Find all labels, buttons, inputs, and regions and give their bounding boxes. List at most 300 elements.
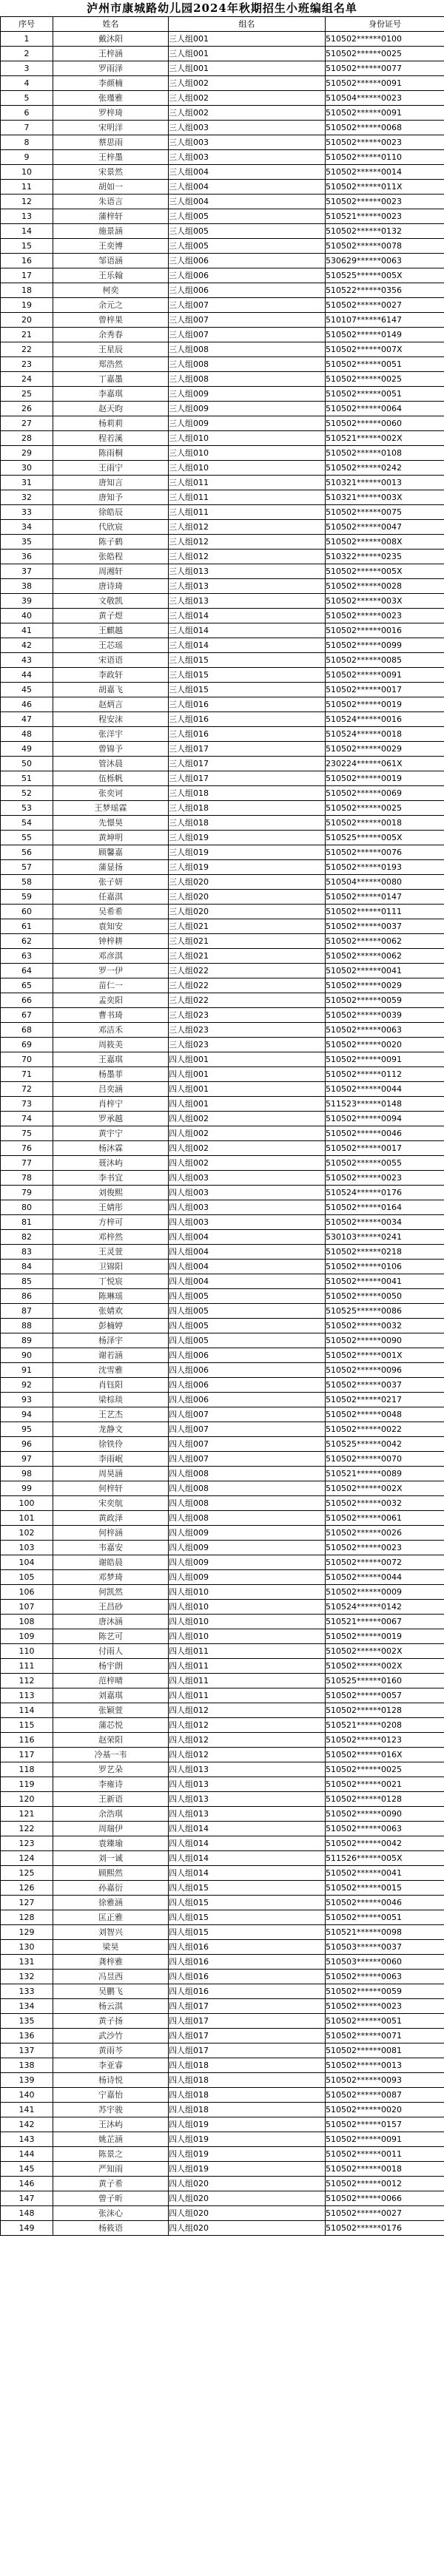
group-cell: 四人组009: [169, 1541, 326, 1555]
seq-cell: 119: [1, 1777, 53, 1792]
name-cell: 黄子煜: [53, 609, 169, 623]
id-number-cell: 510502******0029: [326, 978, 444, 993]
table-row: [1, 535, 444, 550]
name-cell: 程安沫: [53, 712, 169, 727]
seq-cell: 49: [1, 742, 53, 757]
table-row: [1, 1038, 444, 1052]
seq-cell: 50: [1, 757, 53, 771]
table-row: [1, 1851, 444, 1866]
name-cell: 任嘉淇: [53, 890, 169, 905]
name-cell: 程若溪: [53, 431, 169, 446]
id-number-cell: 510502******0044: [326, 1082, 444, 1097]
name-cell: 张奕诃: [53, 786, 169, 801]
seq-cell: 137: [1, 2043, 53, 2058]
name-cell: 杨宇朗: [53, 1659, 169, 1674]
seq-cell: 121: [1, 1807, 53, 1822]
id-number-cell: 510502******0041: [326, 1866, 444, 1881]
seq-cell: 90: [1, 1348, 53, 1363]
group-cell: 四人组017: [169, 1999, 326, 2014]
seq-cell: 126: [1, 1881, 53, 1896]
id-number-cell: 510502******0063: [326, 1822, 444, 1836]
id-number-cell: 510524******0016: [326, 712, 444, 727]
table-row: [1, 1023, 444, 1038]
table-row: [1, 771, 444, 786]
group-cell: 四人组020: [169, 2206, 326, 2221]
name-cell: 龚梓雅: [53, 1955, 169, 1970]
id-number-cell: 510502******0018: [326, 2162, 444, 2177]
table-row: [1, 757, 444, 771]
name-cell: 施景涵: [53, 224, 169, 239]
table-row: [1, 1467, 444, 1481]
group-cell: 四人组004: [169, 1230, 326, 1245]
seq-cell: 113: [1, 1688, 53, 1703]
group-cell: 三人组004: [169, 180, 326, 195]
table-row: [1, 742, 444, 757]
table-row: [1, 860, 444, 875]
id-number-cell: 510502******0012: [326, 2177, 444, 2191]
seq-cell: 109: [1, 1629, 53, 1644]
seq-cell: 107: [1, 1600, 53, 1615]
table-row: [1, 1393, 444, 1407]
group-cell: 三人组005: [169, 224, 326, 239]
seq-cell: 65: [1, 978, 53, 993]
seq-cell: 73: [1, 1097, 53, 1112]
table-row: [1, 1822, 444, 1836]
id-number-cell: 510502******0060: [326, 416, 444, 431]
group-cell: 四人组004: [169, 1245, 326, 1260]
group-cell: 三人组010: [169, 461, 326, 476]
table-row: [1, 949, 444, 964]
name-cell: 李雨岷: [53, 1452, 169, 1467]
id-number-cell: 510502******0242: [326, 461, 444, 476]
table-row: [1, 135, 444, 150]
group-cell: 三人组018: [169, 816, 326, 831]
table-row: [1, 2117, 444, 2132]
group-cell: 三人组021: [169, 949, 326, 964]
group-cell: 四人组005: [169, 1319, 326, 1333]
seq-cell: 41: [1, 623, 53, 638]
seq-cell: 59: [1, 890, 53, 905]
name-cell: 王芯瑶: [53, 638, 169, 653]
id-number-cell: 510504******0080: [326, 875, 444, 890]
seq-cell: 133: [1, 1984, 53, 1999]
name-cell: 赵天昀: [53, 402, 169, 416]
name-cell: 徐铁伶: [53, 1437, 169, 1452]
group-cell: 四人组004: [169, 1260, 326, 1274]
name-cell: 梁昊: [53, 1940, 169, 1955]
group-cell: 四人组014: [169, 1851, 326, 1866]
seq-cell: 105: [1, 1570, 53, 1585]
seq-cell: 51: [1, 771, 53, 786]
group-cell: 三人组005: [169, 239, 326, 254]
id-number-cell: 510502******0019: [326, 1629, 444, 1644]
table-row: [1, 520, 444, 535]
id-number-cell: 510502******0027: [326, 2206, 444, 2221]
id-number-cell: 510502******0050: [326, 1289, 444, 1304]
name-cell: 钟梓耕: [53, 934, 169, 949]
name-cell: 彭楠婷: [53, 1319, 169, 1333]
table-row: [1, 594, 444, 609]
seq-cell: 100: [1, 1496, 53, 1511]
seq-cell: 3: [1, 61, 53, 76]
name-cell: 罗一伊: [53, 964, 169, 978]
table-row: [1, 579, 444, 594]
name-cell: 杨沐霖: [53, 1141, 169, 1156]
group-cell: 四人组007: [169, 1422, 326, 1437]
group-cell: 四人组008: [169, 1496, 326, 1511]
seq-cell: 1: [1, 32, 53, 47]
seq-cell: 68: [1, 1023, 53, 1038]
table-row: [1, 1437, 444, 1452]
group-cell: 四人组006: [169, 1363, 326, 1378]
seq-cell: 69: [1, 1038, 53, 1052]
group-cell: 四人组008: [169, 1481, 326, 1496]
table-row: [1, 313, 444, 328]
name-cell: 袁知安: [53, 919, 169, 934]
seq-cell: 2: [1, 47, 53, 61]
id-number-cell: 510502******0018: [326, 816, 444, 831]
id-number-cell: 510502******0085: [326, 653, 444, 668]
id-number-cell: 510502******0176: [326, 2221, 444, 2236]
name-cell: 谢皓晨: [53, 1555, 169, 1570]
group-cell: 四人组012: [169, 1718, 326, 1733]
table-row: [1, 2206, 444, 2221]
id-number-cell: 530629******0063: [326, 254, 444, 268]
seq-cell: 98: [1, 1467, 53, 1481]
seq-cell: 125: [1, 1866, 53, 1881]
name-cell: 曾锦予: [53, 742, 169, 757]
seq-cell: 19: [1, 298, 53, 313]
name-cell: 王沐屿: [53, 2117, 169, 2132]
table-row: [1, 1274, 444, 1289]
name-cell: 蒲梓轩: [53, 209, 169, 224]
name-cell: 邓梦琦: [53, 1570, 169, 1585]
seq-cell: 25: [1, 387, 53, 402]
id-number-cell: 510502******0051: [326, 1910, 444, 1925]
id-number-cell: 510502******0022: [326, 1422, 444, 1437]
group-cell: 四人组011: [169, 1659, 326, 1674]
group-cell: 三人组020: [169, 875, 326, 890]
name-cell: 王婧彤: [53, 1200, 169, 1215]
id-number-cell: 510502******0047: [326, 520, 444, 535]
group-cell: 四人组014: [169, 1822, 326, 1836]
id-number-cell: 510502******0016: [326, 623, 444, 638]
group-cell: 四人组020: [169, 2191, 326, 2206]
seq-cell: 149: [1, 2221, 53, 2236]
name-cell: 杨诗悦: [53, 2073, 169, 2088]
table-row: [1, 387, 444, 402]
name-cell: 宋明洋: [53, 121, 169, 135]
group-cell: 四人组004: [169, 1274, 326, 1289]
id-number-cell: 511523******0148: [326, 1097, 444, 1112]
group-cell: 三人组013: [169, 594, 326, 609]
seq-cell: 140: [1, 2088, 53, 2103]
seq-cell: 9: [1, 150, 53, 165]
id-number-cell: 510321******0013: [326, 476, 444, 490]
table-row: [1, 919, 444, 934]
id-number-cell: 510107******6147: [326, 313, 444, 328]
header-id-number: 身份证号: [326, 17, 444, 32]
id-number-cell: 510502******0013: [326, 2058, 444, 2073]
table-row: [1, 1215, 444, 1230]
group-cell: 三人组006: [169, 268, 326, 283]
name-cell: 唐知予: [53, 490, 169, 505]
name-cell: 王灵萱: [53, 1245, 169, 1260]
id-number-cell: 510525******0086: [326, 1304, 444, 1319]
id-number-cell: 510502******0025: [326, 801, 444, 816]
id-number-cell: 530103******0241: [326, 1230, 444, 1245]
group-cell: 四人组005: [169, 1304, 326, 1319]
name-cell: 周瑞伊: [53, 1822, 169, 1836]
name-cell: 丁嘉墨: [53, 372, 169, 387]
group-cell: 三人组014: [169, 609, 326, 623]
id-number-cell: 510502******0011: [326, 2147, 444, 2162]
id-number-cell: 510502******0112: [326, 1067, 444, 1082]
id-number-cell: 510502******0091: [326, 106, 444, 121]
name-cell: 赵炳言: [53, 697, 169, 712]
table-row: [1, 1970, 444, 1984]
table-row: [1, 550, 444, 564]
table-row: [1, 609, 444, 623]
seq-cell: 53: [1, 801, 53, 816]
table-row: [1, 1052, 444, 1067]
seq-cell: 106: [1, 1585, 53, 1600]
group-cell: 三人组020: [169, 890, 326, 905]
table-row: [1, 964, 444, 978]
group-cell: 四人组009: [169, 1526, 326, 1541]
group-cell: 三人组012: [169, 520, 326, 535]
seq-cell: 97: [1, 1452, 53, 1467]
id-number-cell: 510502******0090: [326, 1807, 444, 1822]
id-number-cell: 510502******0110: [326, 150, 444, 165]
name-cell: 余浩琪: [53, 1807, 169, 1822]
name-cell: 韦嘉安: [53, 1541, 169, 1555]
name-cell: 谢若涵: [53, 1348, 169, 1363]
id-number-cell: 510521******0067: [326, 1615, 444, 1629]
id-number-cell: 510502******0028: [326, 579, 444, 594]
seq-cell: 35: [1, 535, 53, 550]
name-cell: 唐沐涵: [53, 1615, 169, 1629]
id-number-cell: 510502******0069: [326, 786, 444, 801]
table-row: [1, 875, 444, 890]
id-number-cell: 510321******003X: [326, 490, 444, 505]
seq-cell: 120: [1, 1792, 53, 1807]
group-cell: 三人组017: [169, 757, 326, 771]
seq-cell: 110: [1, 1644, 53, 1659]
group-cell: 四人组015: [169, 1896, 326, 1910]
name-cell: 苏宇骏: [53, 2103, 169, 2117]
seq-cell: 60: [1, 905, 53, 919]
name-cell: 杨泽宇: [53, 1333, 169, 1348]
table-row: [1, 1807, 444, 1822]
id-number-cell: 510524******0018: [326, 727, 444, 742]
name-cell: 代欣宸: [53, 520, 169, 535]
group-cell: 四人组013: [169, 1807, 326, 1822]
seq-cell: 131: [1, 1955, 53, 1970]
table-row: [1, 76, 444, 91]
group-cell: 四人组018: [169, 2058, 326, 2073]
name-cell: 陈艺可: [53, 1629, 169, 1644]
table-row: [1, 1881, 444, 1896]
id-number-cell: 510521******0098: [326, 1925, 444, 1940]
id-number-cell: 510502******0123: [326, 1733, 444, 1748]
table-row: [1, 831, 444, 845]
table-row: [1, 47, 444, 61]
id-number-cell: 510502******002X: [326, 1481, 444, 1496]
group-cell: 四人组015: [169, 1910, 326, 1925]
group-cell: 四人组017: [169, 2029, 326, 2043]
table-row: [1, 1230, 444, 1245]
id-number-cell: 510504******0023: [326, 91, 444, 106]
name-cell: 袁臻瑜: [53, 1836, 169, 1851]
name-cell: 宁嘉怡: [53, 2088, 169, 2103]
group-cell: 四人组013: [169, 1777, 326, 1792]
table-row: [1, 372, 444, 387]
name-cell: 李政轩: [53, 668, 169, 683]
name-cell: 王新语: [53, 1792, 169, 1807]
seq-cell: 30: [1, 461, 53, 476]
id-number-cell: 510502******0128: [326, 1703, 444, 1718]
name-cell: 周湘轩: [53, 564, 169, 579]
name-cell: 李雍诗: [53, 1777, 169, 1792]
seq-cell: 58: [1, 875, 53, 890]
id-number-cell: 510502******0037: [326, 1378, 444, 1393]
seq-cell: 67: [1, 1008, 53, 1023]
name-cell: 刘嘉琪: [53, 1688, 169, 1703]
id-number-cell: 510322******0235: [326, 550, 444, 564]
group-cell: 四人组014: [169, 1866, 326, 1881]
table-row: [1, 1304, 444, 1319]
group-cell: 四人组018: [169, 2103, 326, 2117]
id-number-cell: 510502******0132: [326, 224, 444, 239]
seq-cell: 45: [1, 683, 53, 697]
seq-cell: 83: [1, 1245, 53, 1260]
name-cell: 吴鹏飞: [53, 1984, 169, 1999]
seq-cell: 116: [1, 1733, 53, 1748]
table-row: [1, 727, 444, 742]
id-number-cell: 510502******0100: [326, 32, 444, 47]
name-cell: 沈雪雅: [53, 1363, 169, 1378]
seq-cell: 99: [1, 1481, 53, 1496]
seq-cell: 55: [1, 831, 53, 845]
id-number-cell: 230224******061X: [326, 757, 444, 771]
group-cell: 三人组022: [169, 964, 326, 978]
id-number-cell: 510524******0176: [326, 1186, 444, 1200]
table-row: [1, 254, 444, 268]
group-cell: 四人组006: [169, 1348, 326, 1363]
group-cell: 四人组005: [169, 1333, 326, 1348]
seq-cell: 29: [1, 446, 53, 461]
seq-cell: 71: [1, 1067, 53, 1082]
group-cell: 三人组007: [169, 298, 326, 313]
name-cell: 王梦瑶霖: [53, 801, 169, 816]
id-number-cell: 510502******0061: [326, 1511, 444, 1526]
group-cell: 三人组022: [169, 993, 326, 1008]
id-number-cell: 510502******0055: [326, 1156, 444, 1171]
group-cell: 四人组001: [169, 1082, 326, 1097]
seq-cell: 92: [1, 1378, 53, 1393]
seq-cell: 78: [1, 1171, 53, 1186]
seq-cell: 16: [1, 254, 53, 268]
seq-cell: 127: [1, 1896, 53, 1910]
group-cell: 三人组021: [169, 919, 326, 934]
id-number-cell: 510502******0096: [326, 1363, 444, 1378]
id-number-cell: 510502******0087: [326, 2088, 444, 2103]
id-number-cell: 510502******0032: [326, 1319, 444, 1333]
seq-cell: 74: [1, 1112, 53, 1126]
seq-cell: 147: [1, 2191, 53, 2206]
group-cell: 四人组019: [169, 2147, 326, 2162]
id-number-cell: 511526******005X: [326, 1851, 444, 1866]
seq-cell: 85: [1, 1274, 53, 1289]
table-row: [1, 934, 444, 949]
name-cell: 张颖萱: [53, 1703, 169, 1718]
name-cell: 张沫心: [53, 2206, 169, 2221]
seq-cell: 138: [1, 2058, 53, 2073]
group-cell: 三人组023: [169, 1008, 326, 1023]
seq-cell: 20: [1, 313, 53, 328]
group-cell: 三人组002: [169, 91, 326, 106]
table-row: [1, 1363, 444, 1378]
name-cell: 李书宜: [53, 1171, 169, 1186]
name-cell: 张瑾雅: [53, 91, 169, 106]
name-cell: 罗梓琦: [53, 106, 169, 121]
group-cell: 三人组004: [169, 195, 326, 209]
seq-cell: 36: [1, 550, 53, 564]
group-cell: 四人组010: [169, 1600, 326, 1615]
id-number-cell: 510502******0218: [326, 1245, 444, 1260]
seq-cell: 72: [1, 1082, 53, 1097]
seq-cell: 91: [1, 1363, 53, 1378]
group-cell: 三人组012: [169, 550, 326, 564]
id-number-cell: 510502******008X: [326, 535, 444, 550]
group-cell: 四人组010: [169, 1629, 326, 1644]
group-cell: 三人组004: [169, 165, 326, 180]
name-cell: 先憬昊: [53, 816, 169, 831]
table-row: [1, 32, 444, 47]
table-row: [1, 978, 444, 993]
table-row: [1, 1733, 444, 1748]
group-cell: 三人组008: [169, 372, 326, 387]
id-number-cell: 510502******0020: [326, 2103, 444, 2117]
table-row: [1, 1703, 444, 1718]
id-number-cell: 510502******0064: [326, 402, 444, 416]
seq-cell: 8: [1, 135, 53, 150]
group-cell: 四人组009: [169, 1555, 326, 1570]
id-number-cell: 510502******007X: [326, 342, 444, 357]
group-cell: 三人组017: [169, 771, 326, 786]
table-row: [1, 1186, 444, 1200]
table-row: [1, 505, 444, 520]
table-row: [1, 1082, 444, 1097]
group-cell: 三人组007: [169, 313, 326, 328]
seq-cell: 80: [1, 1200, 53, 1215]
name-cell: 杨筱语: [53, 2221, 169, 2236]
table-row: [1, 905, 444, 919]
seq-cell: 23: [1, 357, 53, 372]
table-row: [1, 446, 444, 461]
name-cell: 徐皓辰: [53, 505, 169, 520]
group-cell: 三人组001: [169, 47, 326, 61]
group-cell: 四人组001: [169, 1067, 326, 1082]
table-row: [1, 1422, 444, 1437]
table-row: [1, 1511, 444, 1526]
table-row: [1, 61, 444, 76]
id-number-cell: 510502******0044: [326, 1570, 444, 1585]
name-cell: 陈琳瑶: [53, 1289, 169, 1304]
id-number-cell: 510502******0057: [326, 1688, 444, 1703]
group-cell: 四人组015: [169, 1881, 326, 1896]
